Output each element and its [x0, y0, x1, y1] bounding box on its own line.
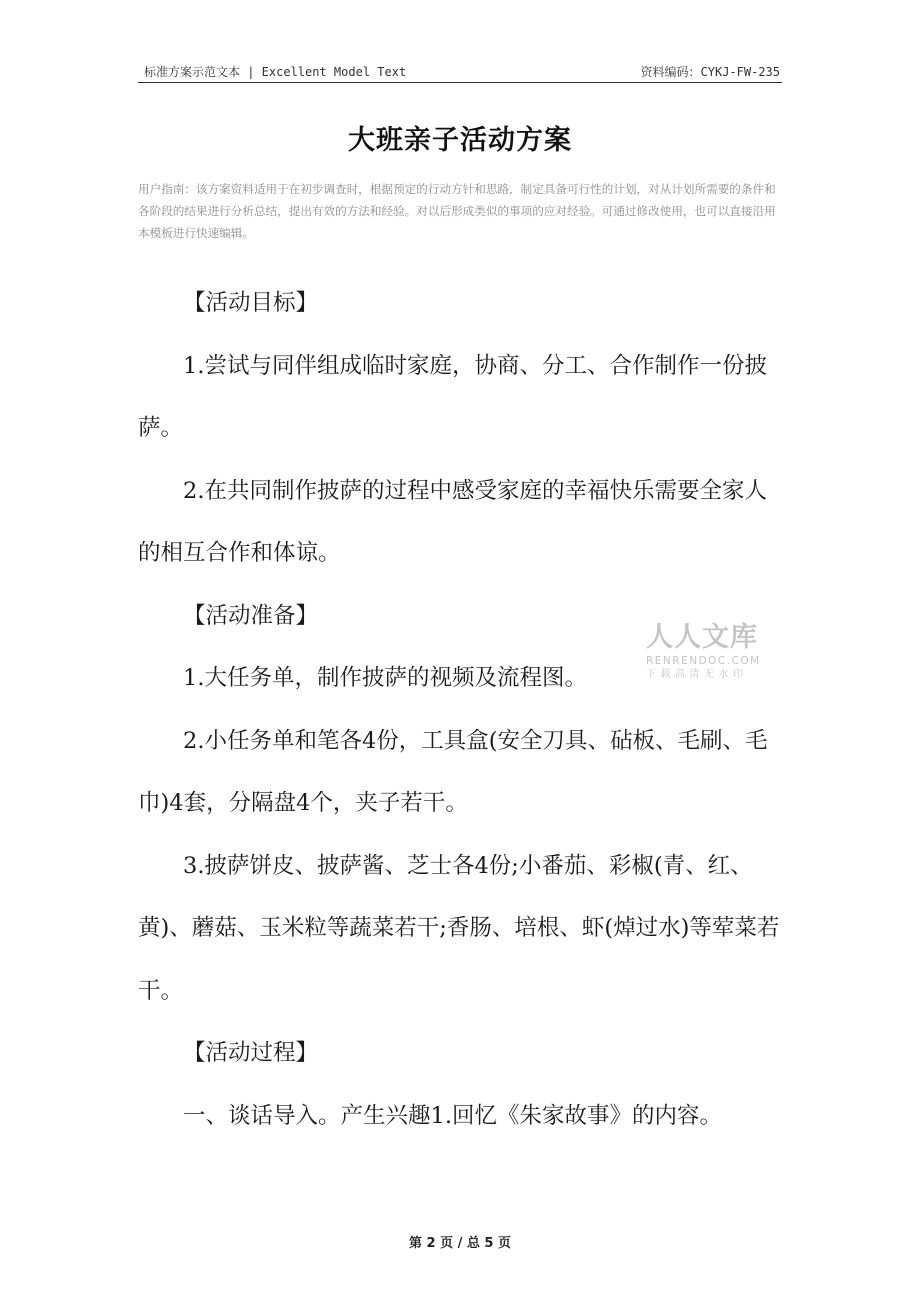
paragraph: 1.大任务单，制作披萨的视频及流程图。	[183, 665, 587, 691]
paragraph: 2.在共同制作披萨的过程中感受家庭的幸福快乐需要全家人的相互合作和体谅。	[138, 477, 767, 566]
section-heading-preparation: 【活动准备】	[183, 602, 319, 629]
paragraph: 3.披萨饼皮、披萨酱、芝士各4份;小番茄、彩椒(青、红、黄)、蘑菇、玉米粒等蔬菜若干;香肠、培根、虾(焯过水)等荤菜若干。	[138, 852, 780, 1004]
header-left-text: 标准方案示范文本 | Excellent Model Text	[144, 65, 407, 79]
watermark-logo	[646, 622, 776, 682]
watermark-sub: 下载高清无水印	[646, 669, 748, 680]
document-body	[138, 272, 788, 1147]
section-heading-goals: 【活动目标】	[183, 290, 319, 316]
watermark-en: RENRENDOC.COM	[646, 655, 761, 667]
user-guide: 用户指南：该方案资料适用于在初步调查时，根据预定的行动方针和思路，制定具备可行性的计划，对从计划所需要的条件和各阶段的结果进行分析总结，提出有效的方法和经验。对以后形成类似的事项的应对经验。可通过修改使用，也可以直接沿用本模板进行快速编辑。	[138, 182, 776, 240]
section-heading-process: 【活动过程】	[183, 1040, 319, 1066]
page-number: 第 2 页 / 总 5 页	[409, 1236, 511, 1251]
paragraph: 2.小任务单和笔各4份，工具盒(安全刀具、砧板、毛刷、毛巾)4套，分隔盘4个，夹子若干。	[138, 727, 768, 816]
document-code: 资料编码：CYKJ-FW-235	[640, 65, 780, 79]
paragraph: 一、谈话导入。产生兴趣1.回忆《朱家故事》的内容。	[183, 1102, 722, 1129]
watermark-cn: 人人文库	[646, 622, 758, 653]
paragraph: 1.尝试与同伴组成临时家庭，协商、分工、合作制作一份披萨。	[138, 352, 767, 441]
document-title: 大班亲子活动方案	[348, 125, 572, 156]
page-header	[138, 60, 782, 83]
